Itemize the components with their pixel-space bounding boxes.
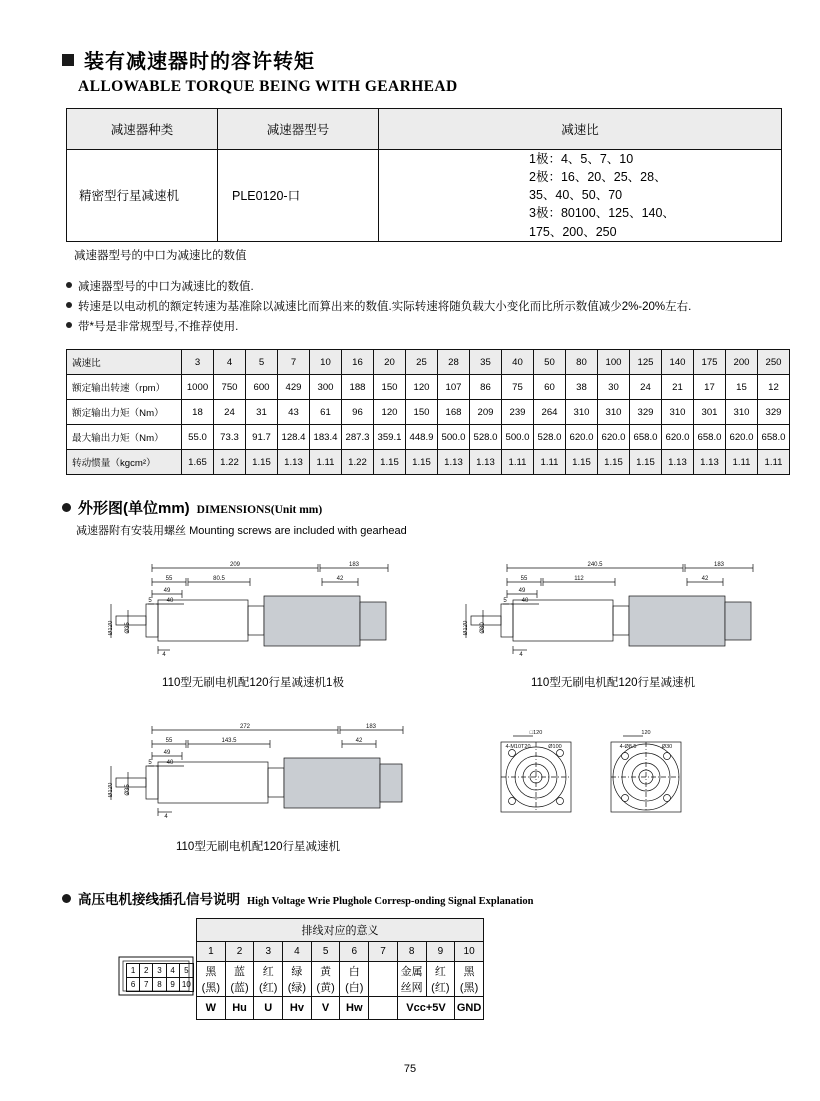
dim-g: 4 [519,652,523,658]
cell: 658.0 [630,425,662,450]
figure-3 [108,722,408,854]
pin: 9 [166,978,179,992]
cell: 3 [182,350,214,375]
cell: 4 [283,942,312,962]
pin: 5 [179,964,193,978]
note-item [66,297,772,317]
dimensions-subtitle-en: Mounting screws are included with gearhead [189,525,407,537]
dim-total: 272 [239,724,251,730]
table-row-max-torque [67,425,790,450]
cell: 1.11 [534,450,566,475]
cell: 125 [630,350,662,375]
dim-flange2: 120 [641,730,651,736]
notes-list [66,277,772,337]
table-row-rated-speed [67,375,790,400]
cell: 120 [374,400,406,425]
cell: 黑(黑) [197,962,226,997]
table1-note: 减速器型号的中口为减速比的数值 [74,249,247,262]
table-row-rated-torque [67,400,790,425]
cell: 1.15 [598,450,630,475]
cell: 18 [182,400,214,425]
cell: Vcc+5V [397,997,454,1020]
cell: 12 [758,375,790,400]
cell: 500.0 [502,425,534,450]
pin: 8 [153,978,166,992]
cell: 528.0 [470,425,502,450]
figure-3-drawing [108,722,408,822]
cell: 658.0 [694,425,726,450]
title-chinese: 装有减速器时的容许转矩 [84,51,315,73]
figure-2 [463,560,763,690]
cell: 300 [310,375,342,400]
table-header-row [67,109,782,150]
cell-model: PLE0120-口 [218,150,379,242]
dim-total: 240.5 [587,562,603,568]
page-number: 75 [403,1063,417,1075]
signal-color-row [197,962,484,997]
cell: 168 [438,400,470,425]
cell: 183.4 [310,425,342,450]
cell: 287.3 [342,425,374,450]
ratio-line: 175、200、250 [529,224,617,239]
note-item [66,317,772,337]
pin: 4 [166,964,179,978]
ratio-line: 2极：16、20、25、28、 [529,170,667,185]
figure-3-caption: 110型无刷电机配120行星减速机 [175,841,341,853]
cell: 1 [197,942,226,962]
header-ratio: 减速比 [379,109,782,150]
dim-g: 4 [164,814,168,820]
cell: 359.1 [374,425,406,450]
dim-f: 40 [166,760,174,766]
note-text: 转速是以电动机的额定转速为基准除以减速比而算出来的数值.实际转速将随负载大小变化而比所示数值减少2%-20%左右. [78,300,692,313]
dim-g: 4 [162,652,166,658]
connector-row-bottom [127,978,194,992]
dim-a: 55 [165,738,173,744]
cell: 4 [214,350,246,375]
signal-table-title-row [197,919,484,942]
cell: 620.0 [726,425,758,450]
cell: 175 [694,350,726,375]
dim-c: 42 [336,576,344,582]
cell: 17 [694,375,726,400]
cell: 1.15 [374,450,406,475]
specification-table [66,349,790,475]
cell: 128.4 [278,425,310,450]
cell: 55.0 [182,425,214,450]
note-text: 带*号是非常规型号,不推荐使用. [78,320,239,333]
gearhead-type-table [66,108,782,242]
dim-e: 5 [503,598,507,604]
cell: 16 [342,350,374,375]
cell: 1.15 [566,450,598,475]
cell: GND [455,997,484,1020]
dim-left2: Ø35 [125,622,131,634]
dim-total: 209 [229,562,241,568]
dimensions-title-en: DIMENSIONS(Unit mm) [196,504,323,516]
dim-left2: Ø35 [125,784,131,796]
signal-number-row [197,942,484,962]
dim-f: 40 [521,598,529,604]
bullet-dot-icon [66,282,72,288]
row-label: 减速比 [67,350,182,375]
cell-kind: 精密型行星减速机 [67,150,218,242]
cell: 35 [470,350,502,375]
header-kind: 减速器种类 [67,109,218,150]
dim-flange1: □120 [529,730,543,736]
dim-c: 42 [701,576,709,582]
cell: 80 [566,350,598,375]
cell: 31 [246,400,278,425]
figure-4 [483,724,713,824]
pin: 2 [140,964,153,978]
cell: 1.11 [758,450,790,475]
cell: 620.0 [598,425,630,450]
row-label: 最大输出力矩（Nm） [67,425,182,450]
dim-b: 80.5 [213,576,225,582]
pin: 7 [140,978,153,992]
cell: 绿(绿) [283,962,312,997]
dim-left1: Ø120 [108,620,114,636]
row-label: 额定输出力矩（Nm） [67,400,182,425]
cell: 1.22 [342,450,374,475]
cell: 620.0 [566,425,598,450]
ratio-line: 1极：4、5、7、10 [529,152,634,166]
cell: 金属丝网 [397,962,426,997]
title-english: ALLOWABLE TORQUE BEING WITH GEARHEAD [78,78,458,95]
cell: 6 [340,942,369,962]
cell: 28 [438,350,470,375]
cell: 1.13 [662,450,694,475]
cell: 5 [311,942,340,962]
cell: 黄(黄) [311,962,340,997]
cell: 310 [726,400,758,425]
dim-left1: Ø120 [463,620,469,636]
page-title [62,45,772,74]
table-row-inertia [67,450,790,475]
cell: 91.7 [246,425,278,450]
cell: 3 [254,942,283,962]
cell: 60 [534,375,566,400]
cell: Hv [283,997,312,1020]
circle-bullet-icon [62,894,71,903]
dimensions-subtitle-cn: 减速器附有安装用螺丝 [76,525,186,537]
signal-table-title: 排线对应的意义 [197,919,484,942]
row-label: 转动惯量（kgcm²） [67,450,182,475]
signal-title-en: High Voltage Wrie Plughole Corresp-onding Signal Explanation [247,896,534,907]
cell: 528.0 [534,425,566,450]
figure-4-drawing [483,724,713,824]
cell: 620.0 [662,425,694,450]
figure-1-caption: 110型无刷电机配120行星减速机1极 [162,677,344,689]
ratio-line: 3极：80100、125、140、 [529,206,675,221]
dim-body: 183 [365,724,377,730]
dim-hole1: 4-M10T20 [505,744,531,750]
dim-d: 49 [518,588,526,594]
cell: 150 [406,400,438,425]
cell: 10 [310,350,342,375]
cell: 188 [342,375,374,400]
dimensions-heading [62,497,772,518]
cell: 1.13 [694,450,726,475]
cell: 43 [278,400,310,425]
cell: 329 [630,400,662,425]
cell: 600 [246,375,278,400]
dim-f: 40 [166,598,174,604]
header-model: 减速器型号 [218,109,379,150]
square-bullet-icon [62,54,74,66]
cell: 红(红) [254,962,283,997]
table-row [67,150,782,242]
cell: 1.11 [310,450,342,475]
cell: 329 [758,400,790,425]
cell: 黑(黑) [455,962,484,997]
cell: 1.22 [214,450,246,475]
cell: 1.15 [630,450,662,475]
cell: 9 [426,942,455,962]
cell: 30 [598,375,630,400]
pin: 6 [127,978,140,992]
cell: 1.13 [438,450,470,475]
cell: 1.13 [470,450,502,475]
cell: V [311,997,340,1020]
figure-2-drawing [463,560,763,660]
dim-b: 143.5 [221,738,237,744]
figure-1 [108,560,398,690]
cell: 白(白) [340,962,369,997]
pin: 3 [153,964,166,978]
cell: 1.11 [726,450,758,475]
cell: 蓝(蓝) [225,962,254,997]
cell: 750 [214,375,246,400]
dimensions-subtitle [76,522,772,538]
row-label: 额定输出转速（rpm） [67,375,182,400]
cell: 310 [662,400,694,425]
cell: 264 [534,400,566,425]
signal-code-row [197,997,484,1020]
note-text: 减速器型号的中口为减速比的数值. [78,280,254,293]
cell: 20 [374,350,406,375]
cell: 1.15 [246,450,278,475]
dim-body: 183 [713,562,725,568]
signal-heading [62,888,772,908]
dim-body: 183 [348,562,360,568]
cell: 24 [214,400,246,425]
dim-left2: Ø80 [480,622,486,634]
cell: 40 [502,350,534,375]
dim-left1: Ø120 [108,782,114,798]
dim-e: 5 [148,760,152,766]
note-item [66,277,772,297]
pin: 1 [127,964,140,978]
cell: 310 [598,400,630,425]
cell: 2 [225,942,254,962]
dimensions-title-cn: 外形图(单位mm) [78,500,190,517]
cell: 75 [502,375,534,400]
cell: 15 [726,375,758,400]
cell: 1.15 [406,450,438,475]
bullet-dot-icon [66,302,72,308]
cell: 200 [726,350,758,375]
dim-c: 42 [355,738,363,744]
cell: 5 [246,350,278,375]
cell: Hw [340,997,369,1020]
cell: 500.0 [438,425,470,450]
cell: 429 [278,375,310,400]
cell: 7 [369,942,398,962]
cell: 50 [534,350,566,375]
ratio-line: 35、40、50、70 [529,188,623,203]
bullet-dot-icon [66,322,72,328]
connector-pin-grid [126,963,194,992]
cell: 73.3 [214,425,246,450]
cell: 38 [566,375,598,400]
cell: W [197,997,226,1020]
dim-b: 112 [574,576,584,582]
dim-a: 55 [165,576,173,582]
pin: 10 [179,978,193,992]
cell: 301 [694,400,726,425]
cell: 1.13 [278,450,310,475]
cell: 21 [662,375,694,400]
cell: 10 [455,942,484,962]
cell: 24 [630,375,662,400]
connector-row-top [127,964,194,978]
cell: 25 [406,350,438,375]
signal-table [196,918,484,1020]
cell-ratios [379,150,782,242]
dim-a: 55 [520,576,528,582]
circle-bullet-icon [62,503,71,512]
cell: 140 [662,350,694,375]
cell: 1000 [182,375,214,400]
connector-diagram [118,956,194,996]
cell: 107 [438,375,470,400]
cell [369,962,398,997]
cell: 120 [406,375,438,400]
cell [369,997,398,1020]
cell: 310 [566,400,598,425]
cell: Hu [225,997,254,1020]
dim-d: 49 [163,750,171,756]
drawings-area [48,552,772,882]
cell: U [254,997,283,1020]
dim-circle2: Ø30 [661,744,673,750]
signal-section [48,918,772,1038]
signal-title-cn: 高压电机接线插孔信号说明 [78,892,240,907]
cell: 239 [502,400,534,425]
cell: 7 [278,350,310,375]
cell: 61 [310,400,342,425]
cell: 1.11 [502,450,534,475]
figure-2-caption: 110型无刷电机配120行星减速机 [530,677,696,689]
cell: 448.9 [406,425,438,450]
dim-d: 49 [163,588,171,594]
table-row-ratio [67,350,790,375]
dim-circle1: Ø100 [548,744,562,750]
cell: 96 [342,400,374,425]
cell: 150 [374,375,406,400]
cell: 1.65 [182,450,214,475]
dim-hole2: 4-Ø8.5 [619,744,637,750]
cell: 250 [758,350,790,375]
cell: 8 [397,942,426,962]
cell: 209 [470,400,502,425]
cell: 658.0 [758,425,790,450]
cell: 红(红) [426,962,455,997]
figure-1-drawing [108,560,398,660]
cell: 100 [598,350,630,375]
cell: 86 [470,375,502,400]
dim-e: 5 [148,598,152,604]
